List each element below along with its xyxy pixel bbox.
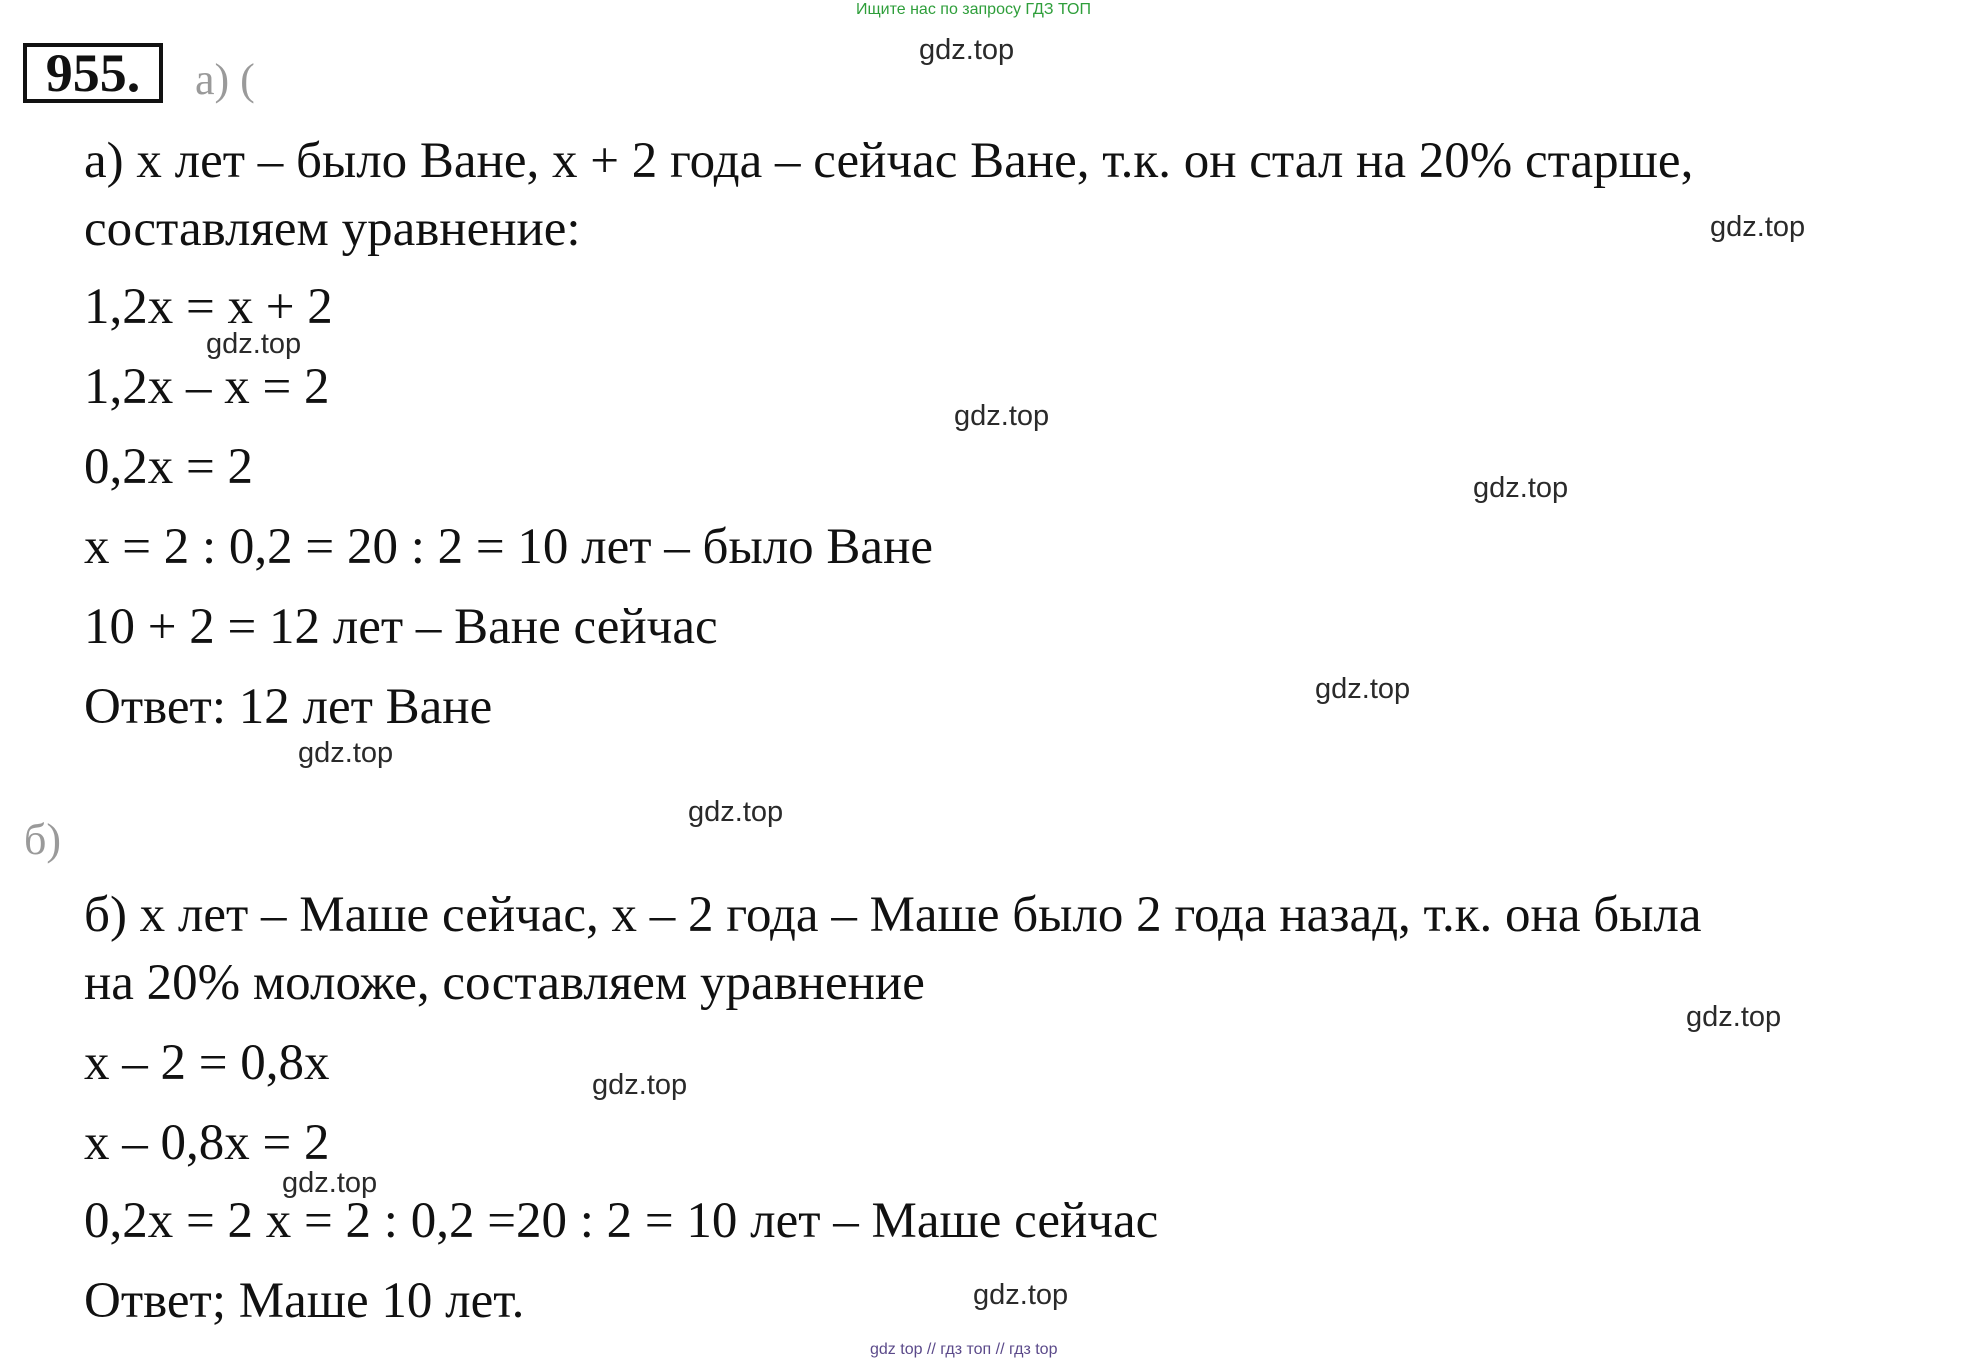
watermark: gdz.top (919, 34, 1015, 66)
part-a-line-2: составляем уравнение: (84, 201, 581, 257)
part-b-answer: Ответ; Маше 10 лет. (84, 1273, 525, 1329)
watermark: gdz.top (298, 737, 394, 769)
watermark: gdz.top (954, 400, 1050, 432)
part-a-equation-5: 10 + 2 = 12 лет – Ване сейчас (84, 599, 718, 655)
part-b-line-2: на 20% моложе, составляем уравнение (84, 955, 925, 1011)
watermark: gdz.top (973, 1279, 1069, 1311)
watermark: gdz.top (592, 1069, 688, 1101)
watermark: gdz.top (1710, 211, 1806, 243)
part-a-equation-2: 1,2x – x = 2 (84, 359, 330, 415)
watermark: gdz.top (206, 328, 302, 360)
part-b-equation-2: x – 0,8x = 2 (84, 1115, 330, 1171)
watermark: gdz.top (1315, 673, 1411, 705)
part-a-answer: Ответ: 12 лет Ване (84, 679, 493, 735)
top-banner[interactable]: Ищите нас по запросу ГДЗ ТОП (856, 1, 1091, 18)
watermark: gdz.top (1686, 1001, 1782, 1033)
part-a-stub: а) ( (195, 55, 255, 104)
part-b-equation-1: x – 2 = 0,8x (84, 1035, 330, 1091)
task-number: 955. (23, 43, 163, 103)
watermark: gdz.top (282, 1167, 378, 1199)
part-a-equation-3: 0,2x = 2 (84, 439, 254, 495)
watermark: gdz.top (688, 796, 784, 828)
footer-links[interactable]: gdz top // гдз топ // гдз top (870, 1341, 1058, 1358)
part-b-line-1: б) x лет – Маше сейчас, x – 2 года – Маше было 2 года назад, т.к. она была (84, 887, 1702, 943)
part-b-equation-3: 0,2x = 2 x = 2 : 0,2 =20 : 2 = 10 лет – Маше сейчас (84, 1193, 1159, 1249)
part-b-stub: б) (24, 815, 62, 864)
part-a-equation-4: x = 2 : 0,2 = 20 : 2 = 10 лет – было Ване (84, 519, 933, 575)
watermark: gdz.top (1473, 472, 1569, 504)
part-a-line-1: а) x лет – было Ване, x + 2 года – сейчас Ване, т.к. он стал на 20% старше, (84, 133, 1694, 189)
part-a-equation-1: 1,2x = x + 2 (84, 279, 333, 335)
